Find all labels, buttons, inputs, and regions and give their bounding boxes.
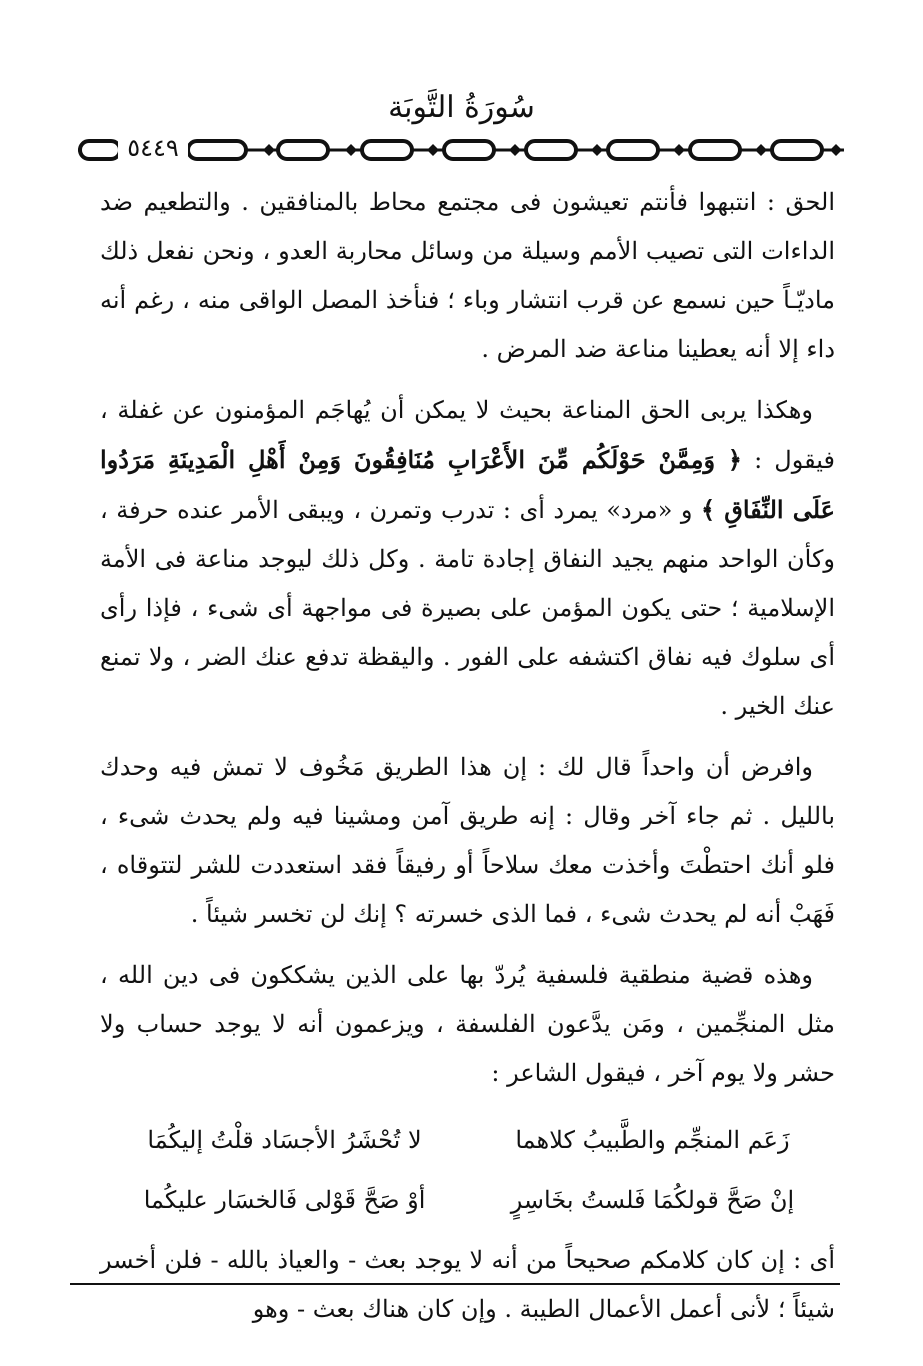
quran-verse: ﴿ وَمِمَّنْ حَوْلَكُم مِّنَ الأَعْرَابِ مُنَافِقُونَ وَمِنْ أَهْلِ الْمَدِينَةِ مَرَدُوا عَلَى النِّفَاقِ ﴾ bbox=[100, 445, 836, 524]
closing-paragraph: أى : إن كان كلامكم صحيحاً من أنه لا يوجد بعث - والعياذ بالله - فلن أخسر شيئاً ؛ لأنى أعمل الأعمال الطيبة . وإن كان هناك بعث - وهو bbox=[100, 1246, 835, 1323]
ornament-border bbox=[78, 133, 844, 167]
paragraph-2-body: و «مرد» يمرد أى : تدرب وتمرن ، ويبقى الأمر عنده حرفة ، وكأن الواحد منهم يجيد النفاق إجادة تامة . وكل ذلك ليوجد مناعة فى الأمة الإسلامية ؛ حتى يكون المؤمن على بصيرة فى مواجهة أى شىء ، فإذا رأى أى سلوك فيه نفاق اكتشفه على الفور . واليقظة تدفع عنك الضر ، ولا تمنع عنك الخير . bbox=[100, 496, 835, 720]
poem-hemistich-first: إنْ صَحَّ قولكُمَا فَلستُ بخَاسِرٍ bbox=[510, 1186, 795, 1214]
paragraph-2-intro: وهكذا يربى الحق المناعة بحيث لا يمكن أن يُهاجَم المؤمنون عن غفلة ، فيقول : bbox=[100, 396, 835, 474]
paragraph-2 bbox=[100, 386, 835, 731]
body-text bbox=[100, 178, 835, 1346]
poem-verse-2 bbox=[100, 1170, 835, 1230]
poem-verse-1 bbox=[100, 1110, 835, 1170]
poem-hemistich-first: زَعَم المنجِّم والطَّبيبُ كلاهما bbox=[515, 1126, 790, 1154]
footer-rule bbox=[70, 1283, 840, 1285]
paragraph-1: الحق : انتبهوا فأنتم تعيشون فى مجتمع محاط بالمنافقين . والتطعيم ضد الداءات التى تصيب الأمم وسيلة من وسائل محاربة العدو ، ونحن نفعل ذلك ماديّـاً حين نسمع عن قرب انتشار وباء ؛ فنأخذ المصل الواقى منه ، رغم أنه داء إلا أنه يعطينا مناعة ضد المرض . bbox=[100, 188, 835, 363]
page-number: ٥٤٤٩ bbox=[118, 131, 188, 165]
poem-hemistich-second: لا تُحْشَرُ الأجسَاد قلْتُ إليكُمَا bbox=[147, 1126, 422, 1154]
poem-hemistich-second: أوْ صَحَّ قَوْلى فَالخسَار عليكُما bbox=[143, 1186, 426, 1214]
poem bbox=[100, 1110, 835, 1230]
paragraph-4: وهذه قضية منطقية فلسفية يُردّ بها على الذين يشككون فى دين الله ، مثل المنجِّمين ، ومَن يدَّعون الفلسفة ، ويزعمون أنه لا يوجد حساب ولا حشر ولا يوم آخر ، فيقول الشاعر : bbox=[100, 961, 835, 1087]
surah-title: سُورَةُ التَّوبَة bbox=[388, 90, 535, 125]
paragraph-3: وافرض أن واحداً قال لك : إن هذا الطريق مَخُوف لا تمش فيه وحدك بالليل . ثم جاء آخر وقال : إنه طريق آمن ومشينا فيه ولم يحدث شىء ، فلو أنك احتطْتَ وأخذت معك سلاحاً أو رفيقاً فقد استعددت للشر لتتوقاه ، فَهَبْ أنه لم يحدث شىء ، فما الذى خسرته ؟ إنك لن تخسر شيئاً . bbox=[100, 753, 835, 928]
